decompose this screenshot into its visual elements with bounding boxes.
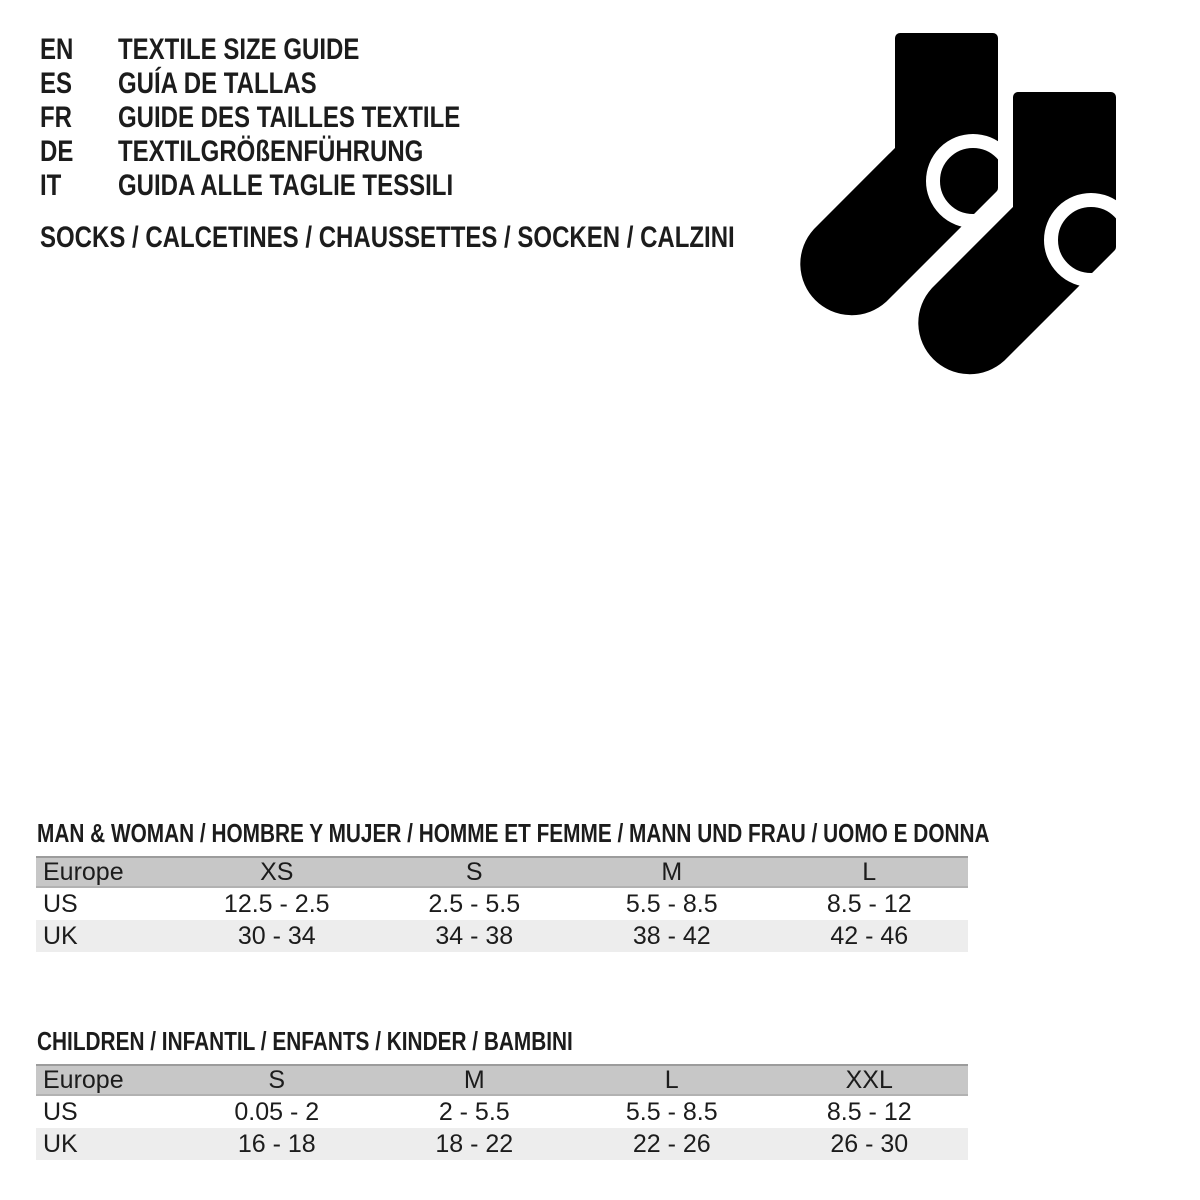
column-header: L <box>664 1065 679 1094</box>
table-row <box>36 888 968 920</box>
size-cell: 8.5 - 12 <box>826 1097 912 1126</box>
size-cell: 12.5 - 2.5 <box>223 889 330 918</box>
language-label: GUIDA ALLE TAGLIE TESSILI <box>118 169 454 202</box>
column-header: Europe <box>43 1065 124 1094</box>
size-cell: 34 - 38 <box>435 921 514 950</box>
size-table-man-woman <box>36 856 968 952</box>
language-code: DE <box>40 135 74 168</box>
column-header: XS <box>260 857 294 886</box>
table-row <box>36 1096 968 1128</box>
region-label: US <box>43 889 78 918</box>
language-row <box>40 169 546 203</box>
size-cell: 5.5 - 8.5 <box>625 1097 718 1126</box>
size-cell: 18 - 22 <box>435 1129 514 1158</box>
region-label: US <box>43 1097 78 1126</box>
language-row <box>40 101 546 135</box>
size-cell: 0.05 - 2 <box>234 1097 320 1126</box>
column-header: S <box>268 1065 286 1094</box>
size-cell: 30 - 34 <box>237 921 316 950</box>
language-label: TEXTILE SIZE GUIDE <box>118 33 360 66</box>
language-row <box>40 135 546 169</box>
size-cell: 8.5 - 12 <box>826 889 912 918</box>
language-list <box>40 33 546 203</box>
size-cell: 42 - 46 <box>830 921 909 950</box>
column-header: S <box>465 857 483 886</box>
column-header: L <box>862 857 877 886</box>
size-cell: 22 - 26 <box>632 1129 711 1158</box>
category-line: SOCKS / CALCETINES / CHAUSSETTES / SOCKEN / CALZINI <box>40 221 735 254</box>
language-code: FR <box>40 101 72 134</box>
size-cell: 5.5 - 8.5 <box>625 889 718 918</box>
language-row <box>40 33 546 67</box>
column-header: XXL <box>845 1065 893 1094</box>
table-header-row <box>36 1064 968 1096</box>
column-header: M <box>661 857 683 886</box>
table-title-children: CHILDREN / INFANTIL / ENFANTS / KINDER / BAMBINI <box>37 1025 573 1056</box>
table-row <box>36 920 968 952</box>
language-code: IT <box>40 169 62 202</box>
language-label: GUÍA DE TALLAS <box>118 67 317 100</box>
region-label: UK <box>43 1129 78 1158</box>
size-cell: 16 - 18 <box>237 1129 316 1158</box>
table-row <box>36 1128 968 1160</box>
language-code: EN <box>40 33 74 66</box>
size-table-children <box>36 1064 968 1160</box>
size-cell: 2.5 - 5.5 <box>428 889 521 918</box>
table-title-man-woman: MAN & WOMAN / HOMBRE Y MUJER / HOMME ET FEMME / MANN UND FRAU / UOMO E DONNA <box>37 817 990 848</box>
language-label: TEXTILGRÖßENFÜHRUNG <box>118 135 424 168</box>
region-label: UK <box>43 921 78 950</box>
size-cell: 26 - 30 <box>830 1129 909 1158</box>
language-code: ES <box>40 67 73 100</box>
socks-icon <box>800 25 1130 377</box>
size-cell: 38 - 42 <box>632 921 711 950</box>
language-row <box>40 67 546 101</box>
column-header: Europe <box>43 857 124 886</box>
column-header: M <box>463 1065 485 1094</box>
table-header-row <box>36 856 968 888</box>
size-cell: 2 - 5.5 <box>438 1097 510 1126</box>
language-label: GUIDE DES TAILLES TEXTILE <box>118 101 461 134</box>
